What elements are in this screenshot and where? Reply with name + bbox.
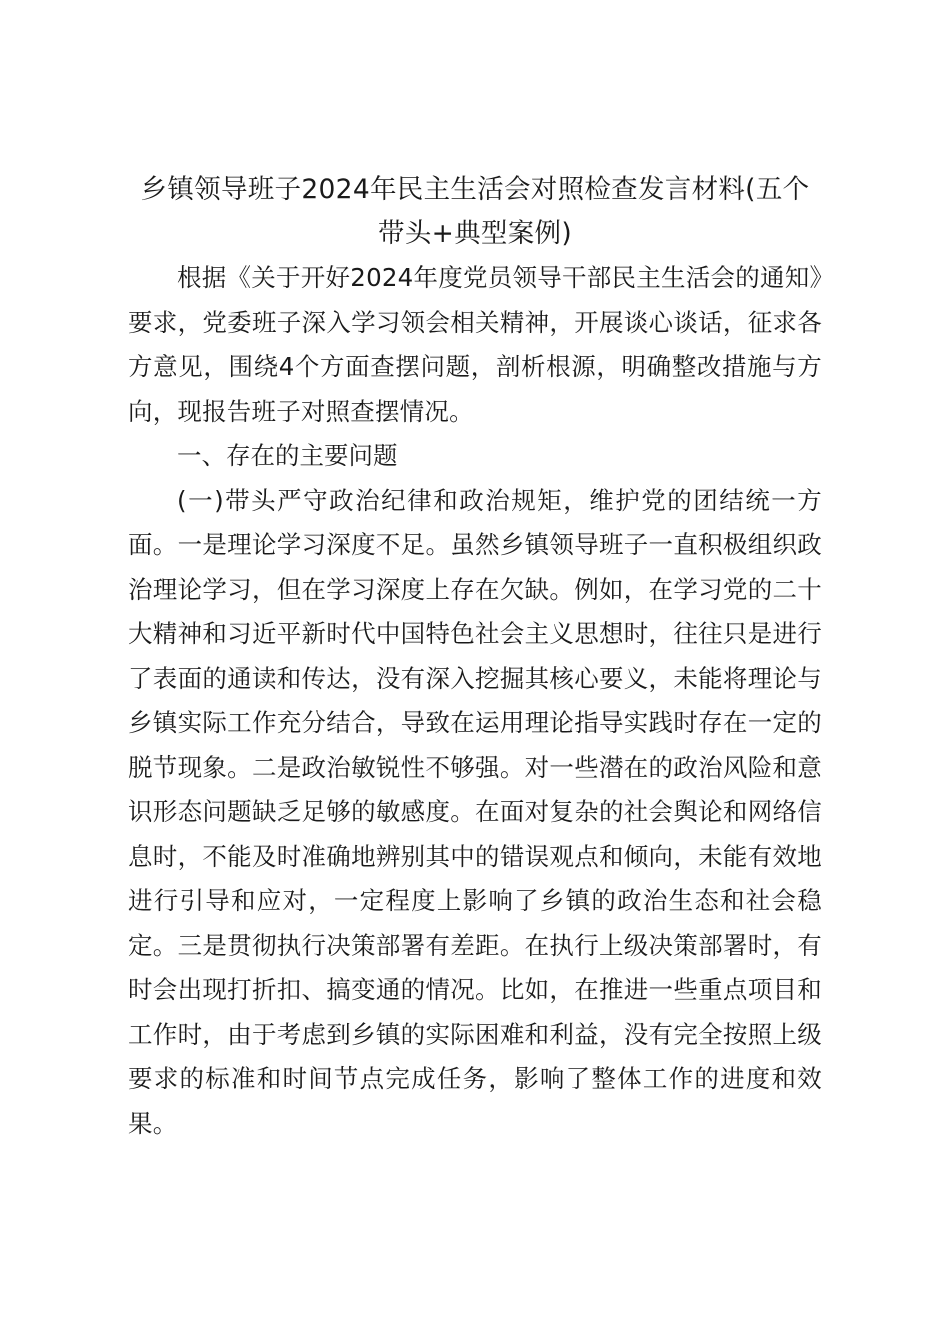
document-page bbox=[128, 168, 822, 1146]
intro-paragraph: 根据《关于开好2024年度党员领导干部民主生活会的通知》要求，党委班子深入学习领会相关精神，开展谈心谈话，征求各方意见，围绕4个方面查摆问题，剖析根源，明确整改措施与方向，现报告班子对照查摆情况。 bbox=[128, 263, 822, 426]
document-title: 乡镇领导班子2024年民主生活会对照检查发言材料(五个带头+典型案例) bbox=[140, 174, 810, 249]
body-paragraph: (一)带头严守政治纪律和政治规矩，维护党的团结统一方面。一是理论学习深度不足。虽然乡镇领导班子一直积极组织政治理论学习，但在学习深度上存在欠缺。例如，在学习党的二十大精神和习近平新时代中国特色社会主义思想时，往往只是进行了表面的通读和传达，没有深入挖掘其核心要义，未能将理论与乡镇实际工作充分结合，导致在运用理论指导实践时存在一定的脱节现象。二是政治敏锐性不够强。对一些潜在的政治风险和意识形态问题缺乏足够的敏感度。在面对复杂的社会舆论和网络信息时，不能及时准确地辨别其中的错误观点和倾向，未能有效地进行引导和应对，一定程度上影响了乡镇的政治生态和社会稳定。三是贯彻执行决策部署有差距。在执行上级决策部署时，有时会出现打折扣、搞变通的情况。比如，在推进一些重点项目和工作时，由于考虑到乡镇的实际困难和利益，没有完全按照上级要求的标准和时间节点完成任务，影响了整体工作的进度和效果。 bbox=[128, 485, 822, 1138]
section-heading: 一、存在的主要问题 bbox=[177, 441, 398, 470]
